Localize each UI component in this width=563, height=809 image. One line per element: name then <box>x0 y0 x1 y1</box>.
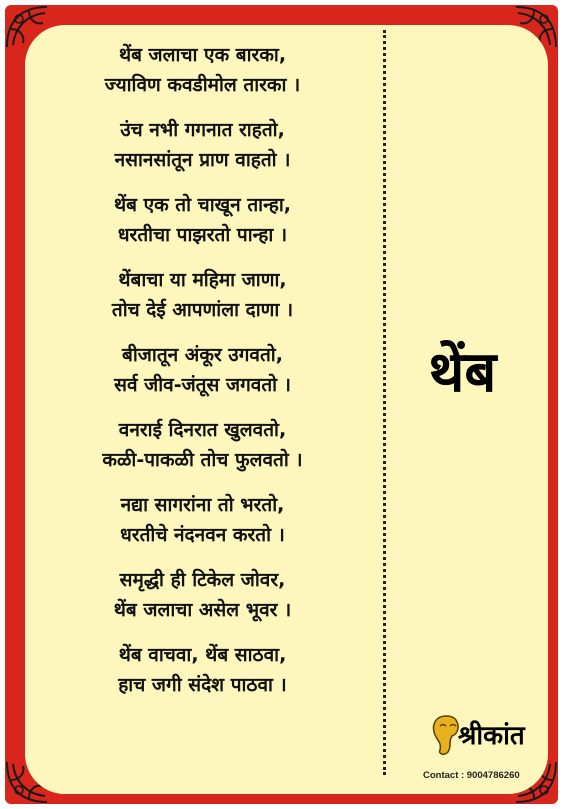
poem-body <box>30 40 375 715</box>
poem-line: थेंब वाचवा, थेंब साठवा, <box>118 644 287 666</box>
poem-line: ज्याविण कवडीमोल तारका । <box>104 74 301 96</box>
author-logo <box>418 708 543 764</box>
poem-line: नसानसांतून प्राण वाहतो । <box>114 149 291 171</box>
logo-text: श्रीकांत <box>458 721 525 751</box>
poem-stanza <box>30 640 375 700</box>
poem-title: थेंब <box>428 340 497 405</box>
poem-line: कळी-पाकळी तोच फुलवतो । <box>102 449 303 471</box>
poem-line: थेंब जलाचा असेल भूवर । <box>113 599 292 621</box>
poem-stanza <box>30 115 375 175</box>
contact-number: Contact : 9004786260 <box>423 770 520 781</box>
poem-line: थेंब जलाचा एक बारका, <box>118 44 287 66</box>
poem-stanza <box>30 490 375 550</box>
poem-line: धरतीचे नंदनवन करतो । <box>120 524 285 546</box>
poem-stanza <box>30 40 375 100</box>
poem-line: वनराई दिनरात खुलवतो, <box>118 419 287 441</box>
poem-line: सर्व जीव-जंतूस जगवतो । <box>114 374 291 396</box>
poem-line: बीजातून अंकूर उगवतो, <box>122 344 283 366</box>
poem-line: धरतीचा पाझरतो पान्हा । <box>117 224 288 246</box>
dotted-divider <box>383 30 386 775</box>
poem-line: उंच नभी गगनात राहतो, <box>120 119 285 141</box>
poem-line: थेंब एक तो चाखून तान्हा, <box>113 194 292 216</box>
poem-line: हाच जगी संदेश पाठवा । <box>118 674 287 696</box>
poem-line: नद्या सागरांना तो भरतो, <box>120 494 285 516</box>
poem-stanza <box>30 190 375 250</box>
poem-stanza <box>30 340 375 400</box>
poem-stanza <box>30 565 375 625</box>
poem-stanza <box>30 265 375 325</box>
poem-line: थेंबाचा या महिमा जाणा, <box>118 269 287 291</box>
poem-line: समृद्धी ही टिकेल जोवर, <box>119 569 286 591</box>
poem-stanza <box>30 415 375 475</box>
poem-line: तोच देई आपणांला दाणा । <box>111 299 294 321</box>
